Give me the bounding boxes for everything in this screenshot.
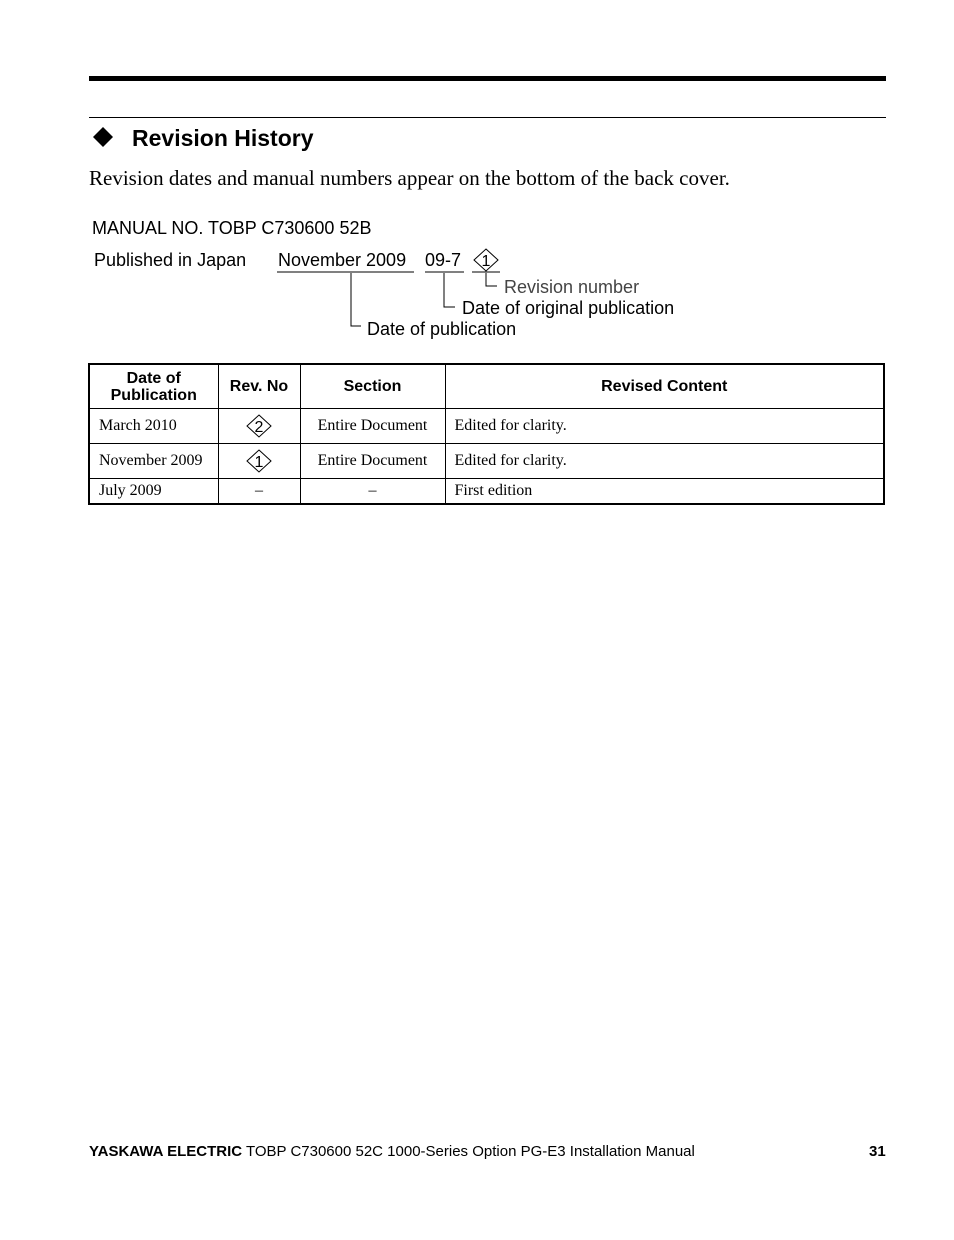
table-row [89,409,884,444]
header-date-line2: Publication [110,386,197,404]
cell-date: March 2010 [89,409,218,444]
label-original-publication: Date of original publication [462,298,675,318]
header-section: Section [300,364,445,409]
cell-content: Edited for clarity. [445,409,884,444]
table-row [89,479,884,505]
example-publication-date: November 2009 [278,250,407,270]
label-publication: Date of publication [367,319,517,339]
cell-rev-text: 2 [254,419,264,436]
section-heading: Revision History [132,125,314,151]
table-header-row [89,364,884,409]
footer-doc-title: TOBP C730600 52C 1000-Series Option PG-E3 Installation Manual [242,1143,695,1160]
revision-diamond-icon [473,248,499,272]
table-row [89,444,884,479]
revision-table [88,363,885,505]
footer-doc-info [89,1143,695,1161]
cell-content: First edition [445,479,884,505]
intro-text: Revision dates and manual numbers appear on the bottom of the back cover. [89,166,730,190]
cell-section: – [300,479,445,505]
cell-content: Edited for clarity. [445,444,884,479]
header-date [89,364,218,409]
revision-number-text: 1 [481,253,491,270]
cell-date: November 2009 [89,444,218,479]
manual-number: MANUAL NO. TOBP C730600 52B [92,218,372,238]
header-revised-content: Revised Content [445,364,884,409]
published-in-label: Published in Japan [94,250,247,270]
revision-diamond-icon [246,449,272,473]
revision-diamond-icon [246,414,272,438]
cell-section: Entire Document [300,409,445,444]
example-original-date: 09-7 [425,250,462,270]
cell-rev [218,444,300,479]
cell-section: Entire Document [300,444,445,479]
footer-company: YASKAWA ELECTRIC [89,1143,243,1160]
header-rev-no: Rev. No [218,364,300,409]
footer-page-number: 31 [869,1143,886,1160]
cell-rev-text: 1 [254,454,264,471]
cell-rev: – [218,479,300,505]
label-revision-number: Revision number [504,277,640,297]
cell-rev [218,409,300,444]
header-date-line1: Date of [126,369,181,387]
cell-date: July 2009 [89,479,218,505]
callout-lines [0,0,954,400]
